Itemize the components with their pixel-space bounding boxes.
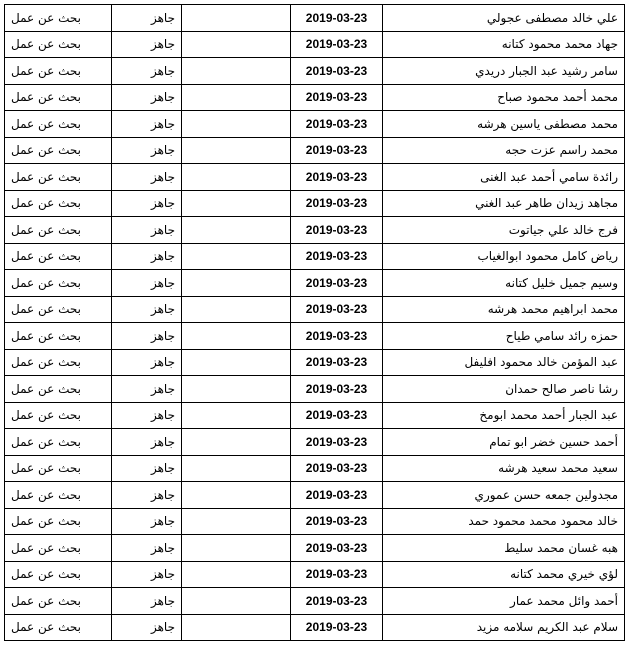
status-cell: بحث عن عمل — [5, 508, 112, 535]
date-cell: 2019-03-23 — [291, 31, 383, 58]
name-cell: خالد محمود محمد محمود حمد — [383, 508, 625, 535]
state-cell: جاهز — [112, 270, 182, 297]
empty-cell — [182, 58, 291, 85]
empty-cell — [182, 588, 291, 615]
state-cell: جاهز — [112, 535, 182, 562]
status-cell: بحث عن عمل — [5, 376, 112, 403]
status-cell: بحث عن عمل — [5, 588, 112, 615]
name-cell: رائدة سامي أحمد عبد الغنى — [383, 164, 625, 191]
date-cell: 2019-03-23 — [291, 535, 383, 562]
empty-cell — [182, 137, 291, 164]
status-cell: بحث عن عمل — [5, 455, 112, 482]
date-cell: 2019-03-23 — [291, 58, 383, 85]
empty-cell — [182, 323, 291, 350]
status-cell: بحث عن عمل — [5, 482, 112, 509]
name-cell: سامر رشيد عبد الجبار دريدي — [383, 58, 625, 85]
status-cell: بحث عن عمل — [5, 349, 112, 376]
state-cell: جاهز — [112, 482, 182, 509]
status-cell: بحث عن عمل — [5, 164, 112, 191]
status-cell: بحث عن عمل — [5, 535, 112, 562]
table-row — [5, 535, 625, 562]
table-row — [5, 111, 625, 138]
state-cell: جاهز — [112, 614, 182, 641]
name-cell: علي خالد مصطفى عجولي — [383, 5, 625, 32]
table-row — [5, 508, 625, 535]
date-cell: 2019-03-23 — [291, 84, 383, 111]
date-cell: 2019-03-23 — [291, 402, 383, 429]
status-cell: بحث عن عمل — [5, 323, 112, 350]
records-table-body — [5, 5, 625, 641]
empty-cell — [182, 455, 291, 482]
table-row — [5, 349, 625, 376]
table-row — [5, 561, 625, 588]
empty-cell — [182, 164, 291, 191]
name-cell: وسيم جميل خليل كتانه — [383, 270, 625, 297]
table-row — [5, 5, 625, 32]
status-cell: بحث عن عمل — [5, 243, 112, 270]
name-cell: محمد مصطفى ياسين هرشه — [383, 111, 625, 138]
empty-cell — [182, 84, 291, 111]
name-cell: رشا ناصر صالح حمدان — [383, 376, 625, 403]
table-row — [5, 164, 625, 191]
table-row — [5, 31, 625, 58]
name-cell: سلام عبد الكريم سلامه مزيد — [383, 614, 625, 641]
empty-cell — [182, 5, 291, 32]
name-cell: هبه غسان محمد سليط — [383, 535, 625, 562]
state-cell: جاهز — [112, 5, 182, 32]
date-cell: 2019-03-23 — [291, 270, 383, 297]
date-cell: 2019-03-23 — [291, 217, 383, 244]
date-cell: 2019-03-23 — [291, 561, 383, 588]
empty-cell — [182, 508, 291, 535]
name-cell: سعيد محمد سعيد هرشه — [383, 455, 625, 482]
status-cell: بحث عن عمل — [5, 402, 112, 429]
table-row — [5, 455, 625, 482]
table-row — [5, 58, 625, 85]
state-cell: جاهز — [112, 137, 182, 164]
name-cell: لؤي خيري محمد كتانه — [383, 561, 625, 588]
table-row — [5, 137, 625, 164]
empty-cell — [182, 561, 291, 588]
status-cell: بحث عن عمل — [5, 429, 112, 456]
table-row — [5, 614, 625, 641]
empty-cell — [182, 482, 291, 509]
table-row — [5, 429, 625, 456]
name-cell: رياض كامل محمود ابوالغياب — [383, 243, 625, 270]
table-row — [5, 323, 625, 350]
status-cell: بحث عن عمل — [5, 217, 112, 244]
state-cell: جاهز — [112, 84, 182, 111]
date-cell: 2019-03-23 — [291, 508, 383, 535]
status-cell: بحث عن عمل — [5, 296, 112, 323]
empty-cell — [182, 31, 291, 58]
empty-cell — [182, 349, 291, 376]
status-cell: بحث عن عمل — [5, 111, 112, 138]
name-cell: محمد راسم عزت حجه — [383, 137, 625, 164]
state-cell: جاهز — [112, 323, 182, 350]
date-cell: 2019-03-23 — [291, 296, 383, 323]
date-cell: 2019-03-23 — [291, 5, 383, 32]
table-row — [5, 243, 625, 270]
name-cell: عبد المؤمن خالد محمود افليفل — [383, 349, 625, 376]
date-cell: 2019-03-23 — [291, 455, 383, 482]
name-cell: محمد أحمد محمود صباح — [383, 84, 625, 111]
state-cell: جاهز — [112, 561, 182, 588]
state-cell: جاهز — [112, 588, 182, 615]
date-cell: 2019-03-23 — [291, 190, 383, 217]
status-cell: بحث عن عمل — [5, 270, 112, 297]
name-cell: عبد الجبار أحمد محمد ابومخ — [383, 402, 625, 429]
table-row — [5, 190, 625, 217]
empty-cell — [182, 376, 291, 403]
state-cell: جاهز — [112, 402, 182, 429]
status-cell: بحث عن عمل — [5, 137, 112, 164]
name-cell: أحمد حسين خضر ابو تمام — [383, 429, 625, 456]
empty-cell — [182, 429, 291, 456]
date-cell: 2019-03-23 — [291, 323, 383, 350]
date-cell: 2019-03-23 — [291, 376, 383, 403]
name-cell: حمزه رائد سامي طياح — [383, 323, 625, 350]
table-row — [5, 217, 625, 244]
empty-cell — [182, 217, 291, 244]
status-cell: بحث عن عمل — [5, 58, 112, 85]
date-cell: 2019-03-23 — [291, 429, 383, 456]
name-cell: محمد ابراهيم محمد هرشه — [383, 296, 625, 323]
status-cell: بحث عن عمل — [5, 190, 112, 217]
table-row — [5, 376, 625, 403]
status-cell: بحث عن عمل — [5, 614, 112, 641]
status-cell: بحث عن عمل — [5, 84, 112, 111]
table-row — [5, 402, 625, 429]
table-row — [5, 482, 625, 509]
date-cell: 2019-03-23 — [291, 243, 383, 270]
state-cell: جاهز — [112, 58, 182, 85]
state-cell: جاهز — [112, 190, 182, 217]
empty-cell — [182, 270, 291, 297]
empty-cell — [182, 190, 291, 217]
table-row — [5, 84, 625, 111]
empty-cell — [182, 243, 291, 270]
name-cell: جهاد محمد محمود كتانه — [383, 31, 625, 58]
date-cell: 2019-03-23 — [291, 137, 383, 164]
date-cell: 2019-03-23 — [291, 588, 383, 615]
state-cell: جاهز — [112, 111, 182, 138]
status-cell: بحث عن عمل — [5, 5, 112, 32]
state-cell: جاهز — [112, 296, 182, 323]
state-cell: جاهز — [112, 164, 182, 191]
state-cell: جاهز — [112, 243, 182, 270]
state-cell: جاهز — [112, 217, 182, 244]
table-row — [5, 270, 625, 297]
document-sheet — [4, 4, 624, 650]
date-cell: 2019-03-23 — [291, 614, 383, 641]
state-cell: جاهز — [112, 508, 182, 535]
state-cell: جاهز — [112, 31, 182, 58]
empty-cell — [182, 402, 291, 429]
status-cell: بحث عن عمل — [5, 561, 112, 588]
table-row — [5, 588, 625, 615]
records-table — [4, 4, 625, 641]
state-cell: جاهز — [112, 349, 182, 376]
empty-cell — [182, 111, 291, 138]
name-cell: فرج خالد علي جياتوت — [383, 217, 625, 244]
date-cell: 2019-03-23 — [291, 164, 383, 191]
date-cell: 2019-03-23 — [291, 482, 383, 509]
table-row — [5, 296, 625, 323]
name-cell: مجدولين جمعه حسن عموري — [383, 482, 625, 509]
date-cell: 2019-03-23 — [291, 111, 383, 138]
state-cell: جاهز — [112, 376, 182, 403]
empty-cell — [182, 614, 291, 641]
state-cell: جاهز — [112, 429, 182, 456]
name-cell: مجاهد زيدان طاهر عبد الغني — [383, 190, 625, 217]
date-cell: 2019-03-23 — [291, 349, 383, 376]
empty-cell — [182, 296, 291, 323]
name-cell: أحمد وائل محمد عمار — [383, 588, 625, 615]
status-cell: بحث عن عمل — [5, 31, 112, 58]
state-cell: جاهز — [112, 455, 182, 482]
empty-cell — [182, 535, 291, 562]
